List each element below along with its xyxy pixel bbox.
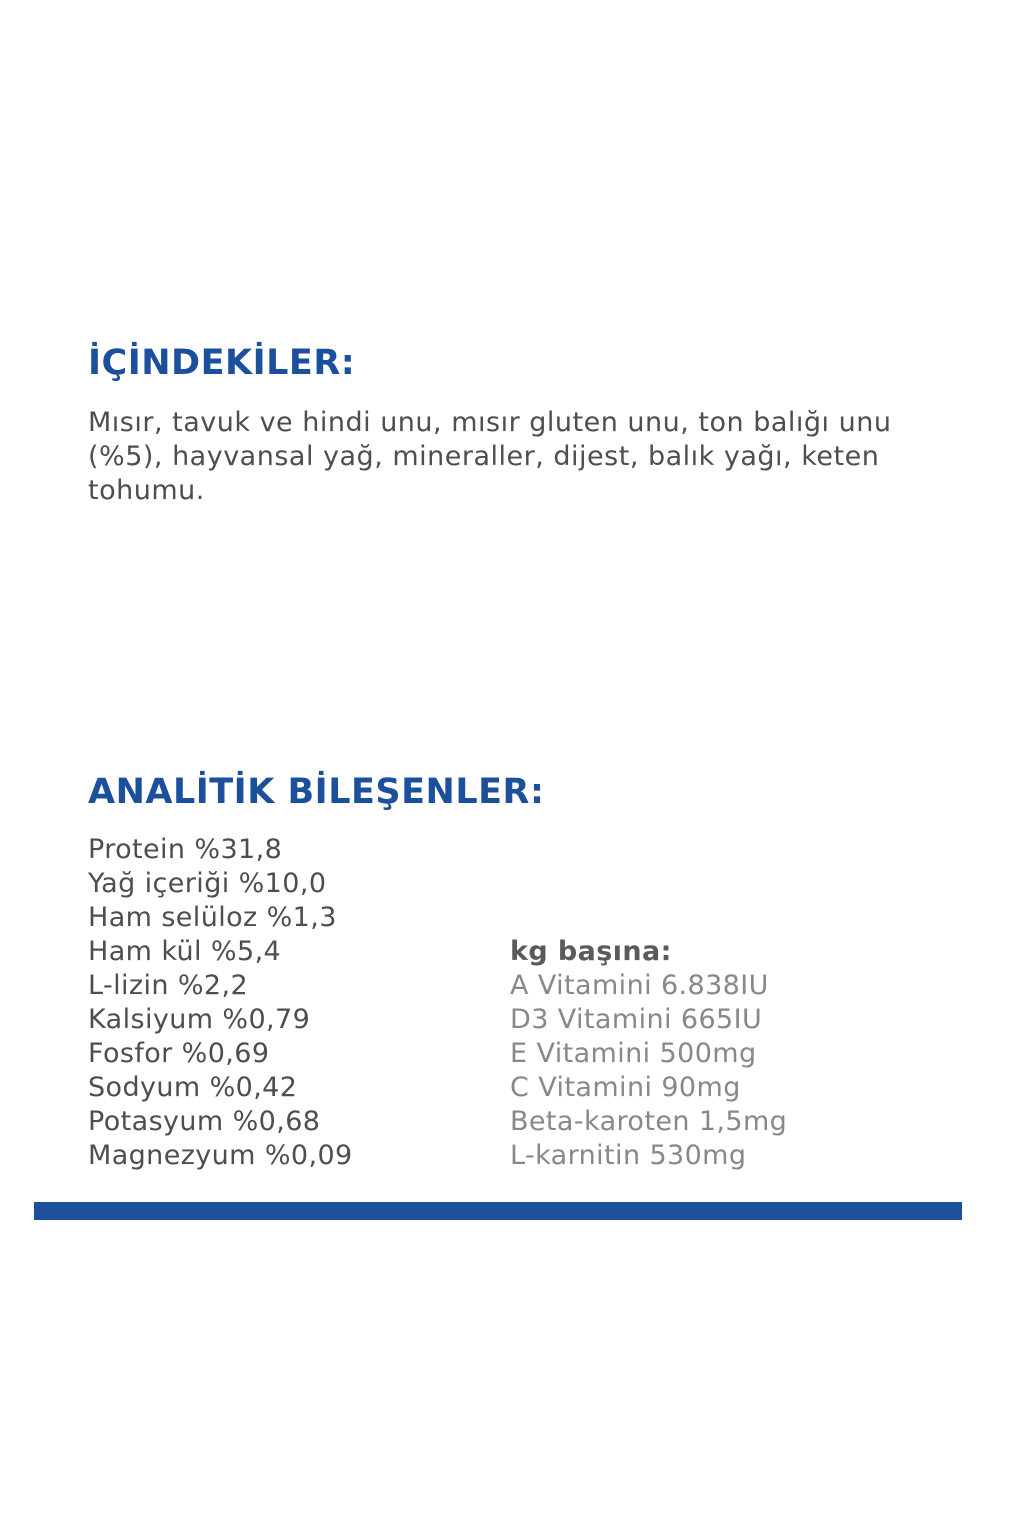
analytic-item: Yağ içeriği %10,0 <box>88 868 327 899</box>
analytic-item: Potasyum %0,68 <box>88 1106 321 1137</box>
analytic-components-heading: ANALİTİK BİLEŞENLER: <box>88 772 545 812</box>
ingredients-text: Mısır, tavuk ve hindi unu, mısır gluten unu, ton balığı unu (%5), hayvansal yağ, mineraller, dijest, balık yağı, keten tohumu. <box>88 407 892 506</box>
vitamin-item: D3 Vitamini 665IU <box>510 1004 763 1035</box>
analytic-item: Kalsiyum %0,79 <box>88 1004 311 1035</box>
blue-divider-bar <box>34 1202 962 1220</box>
vitamin-item: L-karnitin 530mg <box>510 1140 747 1171</box>
analytic-item: L-lizin %2,2 <box>88 970 249 1001</box>
vitamin-item: E Vitamini 500mg <box>510 1038 757 1069</box>
vitamin-item: C Vitamini 90mg <box>510 1072 741 1103</box>
analytic-item: Fosfor %0,69 <box>88 1038 270 1069</box>
per-kg-list <box>510 969 787 1173</box>
ingredients-heading: İÇİNDEKİLER: <box>88 343 356 383</box>
per-kg-block <box>510 935 787 1173</box>
vitamin-item: A Vitamini 6.838IU <box>510 970 769 1001</box>
analytic-item: Sodyum %0,42 <box>88 1072 298 1103</box>
analytic-item: Protein %31,8 <box>88 834 283 865</box>
analytic-item: Ham kül %5,4 <box>88 936 282 967</box>
analytic-components-list <box>88 833 353 1173</box>
analytic-item: Magnezyum %0,09 <box>88 1140 353 1171</box>
per-kg-title: kg başına: <box>510 936 672 967</box>
analytic-item: Ham selüloz %1,3 <box>88 902 337 933</box>
vitamin-item: Beta-karoten 1,5mg <box>510 1106 788 1137</box>
